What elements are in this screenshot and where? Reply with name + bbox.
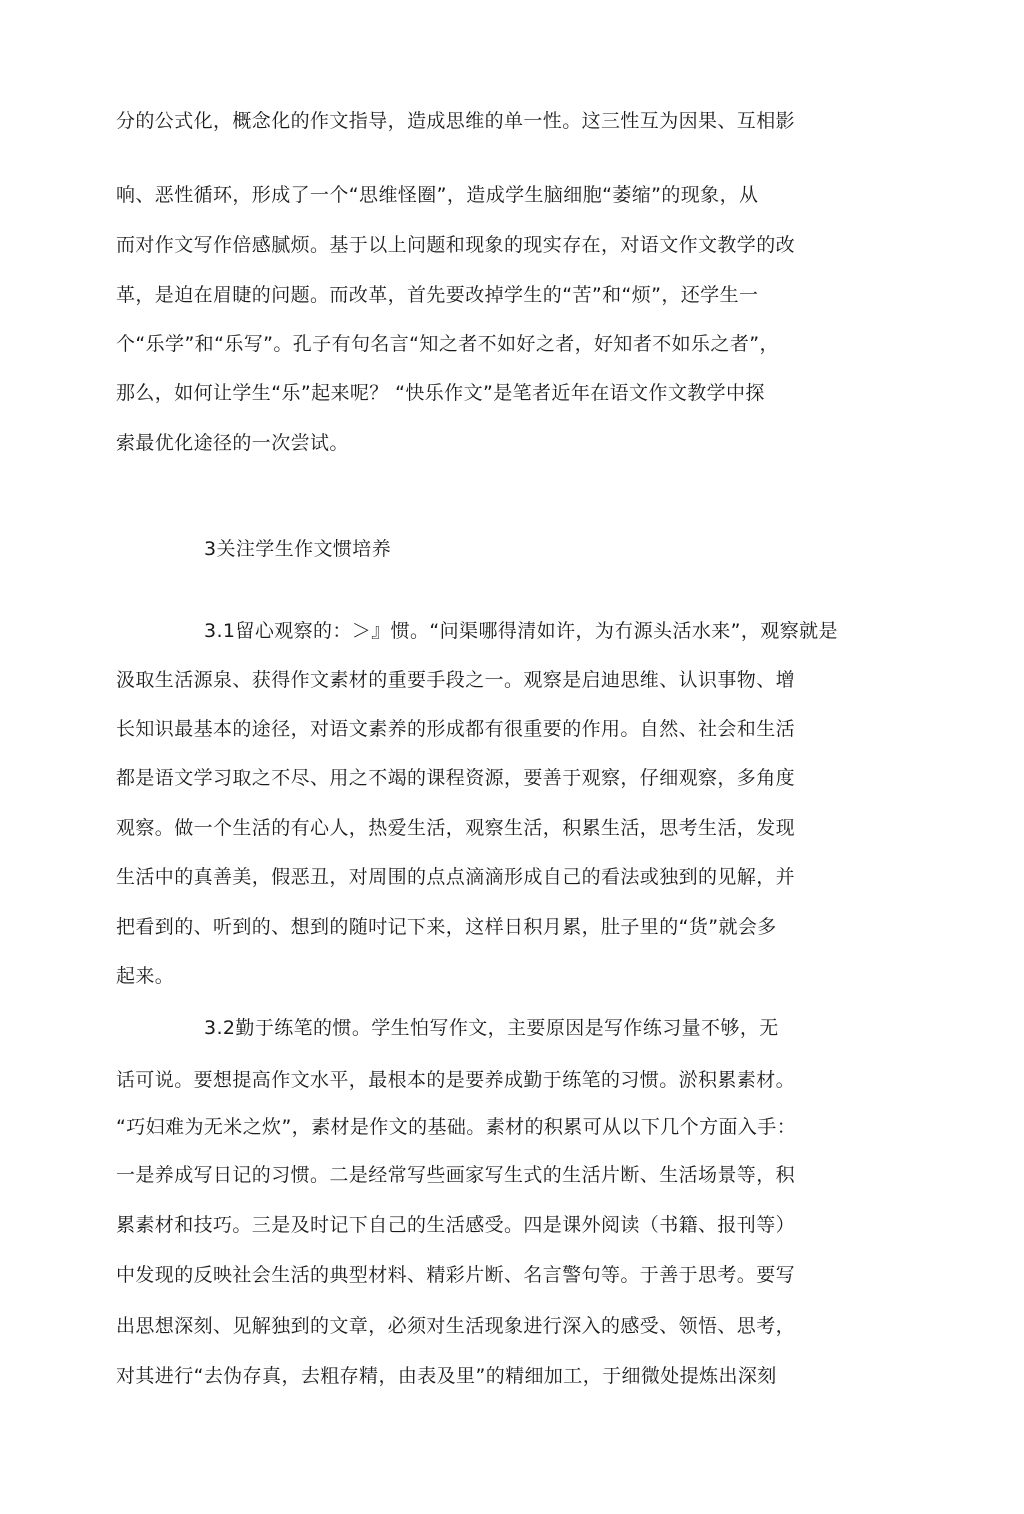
text-line: 生活中的真善美，假恶丑，对周围的点点滴滴形成自己的看法或独到的见解，并 [116, 866, 796, 888]
text-line: 3.1留心观察的：＞』惯。“问渠哪得清如许，为冇源头活水来”，观察就是 [204, 620, 838, 642]
section-heading: 3关注学生作文惯培养 [204, 538, 392, 560]
text-line: 个“乐学”和“乐写”。孔子有句名言“知之者不如好之者，好知者不如乐之者”， [116, 333, 779, 355]
text-line: “巧妇难为无米之炊”，素材是作文的基础。素材的积累可从以下几个方面入手： [116, 1116, 797, 1138]
text-line: 都是语文学习取之不尽、用之不竭的课程资源，要善于观察，仔细观察，多角度 [116, 767, 796, 789]
text-line: 3.2勤于练笔的惯。学生怕写作文，主要原因是写作练习量不够，无 [204, 1017, 779, 1039]
text-line: 汲取生活源泉、获得作文素材的重要手段之一。观察是启迪思维、认识事物、增 [116, 669, 796, 691]
text-line: 而对作文写作倍感腻烦。基于以上问题和现象的现实存在，对语文作文教学的改 [116, 234, 796, 256]
text-line: 起来。 [116, 965, 175, 987]
text-line: 观察。做一个生活的有心人，热爱生活，观察生活，积累生活，思考生活，发现 [116, 817, 796, 839]
text-line: 长知识最基本的途径，对语文素养的形成都有很重要的作用。自然、社会和生活 [116, 718, 796, 740]
text-line: 革，是迫在眉睫的问题。而改革，首先要改掉学生的“苦”和“烦”，还学生一 [116, 284, 759, 306]
text-line: 对其进行“去伪存真，去粗存精，由表及里”的精细加工，于细微处提炼出深刻 [116, 1365, 777, 1387]
text-line: 那么，如何让学生“乐”起来呢？ “快乐作文”是笔者近年在语文作文教学中探 [116, 382, 765, 404]
text-line: 把看到的、听到的、想到的随吋记下来，这样日积月累，肚子里的“货”就会多 [116, 916, 777, 938]
text-line: 出思想深刻、见解独到的文章，必须对生活现象进行深入的感受、领悟、思考， [116, 1315, 796, 1337]
text-line: 分的公式化，概念化的作文指导，造成思维的单一性。这三性互为因果、互相影 [116, 110, 796, 132]
text-line: 话可说。要想提高作文水平，最根本的是要养成勤于练笔的习惯。淤积累素材。 [116, 1069, 796, 1091]
text-line: 索最优化途径的一次尝试。 [116, 432, 349, 454]
text-line: 中发现的反映社会生活的典型材料、精彩片断、名言警句等。于善于思考。要写 [116, 1264, 796, 1286]
text-line: 一是养成写日记的习惯。二是经常写些画家写生式的生活片断、生活场景等，积 [116, 1164, 796, 1186]
text-line: 响、恶性循环，形成了一个“思维怪圈”，造成学生脑细胞“萎缩”的现象，从 [116, 184, 759, 206]
text-line: 累素材和技巧。三是及时记下自己的生活感受。四是课外阅读（书籍、报刊等） [116, 1214, 796, 1236]
